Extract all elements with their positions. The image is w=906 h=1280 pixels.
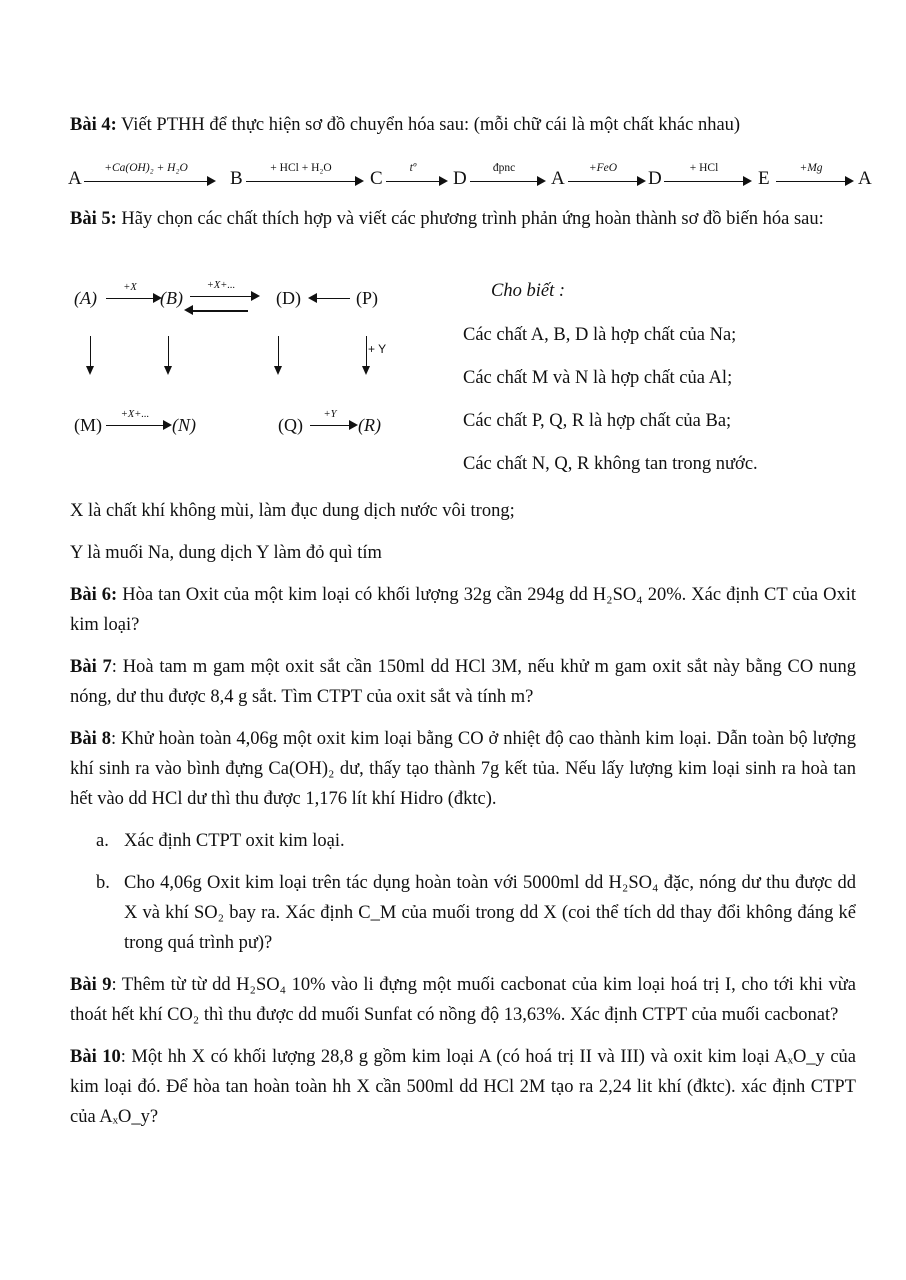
exercise-text: : Khử hoàn toàn 4,06g một oxit kim loại bằng CO ở nhiệt độ cao thành kim loại. Dẫn toàn bộ lượng khí sinh ra vào bình đựng Ca(OH)₂ dư, thấy tạo thành 7g kết tủa. Nếu lấy lượng kim loại sinh ra hoà tan hết vào dd HCl dư thì thu được 1,176 lít khí Hidro (đktc). bbox=[70, 729, 856, 809]
exercise-label: Bài 8 bbox=[70, 729, 111, 749]
chain-arrow bbox=[568, 164, 646, 192]
diagram-arrow-label: +X+... bbox=[206, 280, 236, 291]
reaction-diagram bbox=[68, 280, 468, 450]
diagram-arrow bbox=[106, 409, 172, 435]
diagram-node-d: (D) bbox=[276, 288, 301, 308]
diagram-arrow-label: +Y bbox=[323, 409, 337, 420]
hint-item: Các chất P, Q, R là hợp chất của Ba; bbox=[463, 411, 732, 431]
exercise-text: Viết PTHH để thực hiện sơ đồ chuyển hóa sau: (mỗi chữ cái là một chất khác nhau) bbox=[116, 115, 741, 135]
exercise-9 bbox=[70, 970, 856, 1030]
exercise-6 bbox=[70, 580, 856, 640]
exercise-text: Hòa tan Oxit của một kim loại có khối lượng 32g cần 294g dd H₂SO₄ 20%. Xác định CT của Oxit kim loại? bbox=[70, 585, 857, 635]
hint-title: Cho biết : bbox=[491, 281, 565, 301]
chain-arrow-label: +Ca(OH)₂ + H₂O bbox=[104, 162, 188, 174]
exercise-8 bbox=[70, 724, 856, 814]
diagram-arrow-label: + Y bbox=[368, 342, 387, 356]
note-x: X là chất khí không mùi, làm đục dung dịch nước vôi trong; bbox=[70, 501, 515, 521]
diagram-node-n: (N) bbox=[172, 415, 196, 435]
item-text: Xác định CTPT oxit kim loại. bbox=[124, 831, 345, 851]
hint-item: Các chất A, B, D là hợp chất của Na; bbox=[463, 325, 737, 345]
chain-node: B bbox=[230, 168, 243, 189]
lower-content bbox=[70, 496, 856, 1144]
chain-arrow bbox=[470, 164, 546, 192]
arrow-down-d-q bbox=[278, 336, 279, 366]
arrow-down-b-n bbox=[168, 336, 169, 366]
exercise-label: Bài 5: bbox=[70, 209, 117, 229]
chain-arrow-label: + HCl bbox=[689, 162, 719, 174]
chain-node: D bbox=[648, 168, 662, 189]
arrow-down-b-n-head bbox=[164, 366, 172, 375]
diagram-node-b: (B) bbox=[160, 288, 183, 308]
arrow-down-p-r-head bbox=[362, 366, 370, 375]
exercise-label: Bài 6: bbox=[70, 585, 118, 605]
exercise-label: Bài 4: bbox=[70, 115, 117, 135]
diagram-arrow-reverse bbox=[184, 300, 248, 320]
exercise-label: Bài 7 bbox=[70, 657, 112, 677]
chain-node: A bbox=[68, 168, 82, 189]
exercise-4 bbox=[70, 110, 856, 152]
item-marker: b. bbox=[96, 873, 110, 893]
hint-item: Các chất N, Q, R không tan trong nước. bbox=[463, 454, 758, 474]
chain-arrow bbox=[84, 164, 216, 192]
chain-node: D bbox=[453, 168, 467, 189]
arrow-down-a-m bbox=[90, 336, 91, 366]
chain-arrow-label: đpnc bbox=[492, 162, 516, 174]
chain-node: A bbox=[551, 168, 565, 189]
exercise-8a bbox=[70, 826, 856, 856]
exercise-10 bbox=[70, 1042, 856, 1132]
arrow-down-a-m-head bbox=[86, 366, 94, 375]
note-y: Y là muối Na, dung dịch Y làm đỏ quì tím bbox=[70, 543, 382, 563]
diagram-arrow-label: +X bbox=[123, 282, 137, 293]
exercise-text: : Thêm từ từ dd H₂SO₄ 10% vào li đựng một muối cacbonat của kim loại hoá trị I, cho tới khi vừa thoát hết khí CO₂ thì thu được dd muối Sunfat có nồng độ 13,63%. Xác định CTPT của muối cacbonat? bbox=[70, 975, 856, 1025]
chain-arrow-label: +Mg bbox=[799, 162, 823, 174]
chain-arrow-label: +FeO bbox=[588, 162, 618, 174]
chain-arrow bbox=[776, 164, 854, 192]
chain-node: C bbox=[370, 168, 383, 189]
exercise-text: : Hoà tam m gam một oxit sắt cần 150ml dd HCl 3M, nếu khử m gam oxit sắt này bằng CO nung nóng, dư thu được 8,4 g sắt. Tìm CTPT của oxit sắt và tính m? bbox=[70, 657, 856, 707]
exercise-label: Bài 10 bbox=[70, 1047, 121, 1067]
diagram-node-p: (P) bbox=[356, 288, 378, 308]
conversion-chain bbox=[68, 160, 878, 196]
exercise-text: Hãy chọn các chất thích hợp và viết các phương trình phản ứng hoàn thành sơ đồ biến hóa sau: bbox=[116, 209, 824, 229]
diagram-node-a: (A) bbox=[74, 288, 97, 308]
item-text: Cho 4,06g Oxit kim loại trên tác dụng hoàn toàn với 5000ml dd H₂SO₄ đặc, nóng dư thu được dd X và khí SO₂ bay ra. Xác định C_M của muối trong dd X (coi thể tích dd thay đổi không đáng kể trong quá trình pư)? bbox=[124, 873, 856, 953]
diagram-arrow-reverse bbox=[308, 288, 350, 308]
hint-list bbox=[463, 314, 758, 486]
chain-arrow bbox=[386, 164, 448, 192]
arrow-down-p-r bbox=[366, 336, 367, 366]
diagram-node-q: (Q) bbox=[278, 415, 303, 435]
diagram-arrow bbox=[310, 409, 358, 435]
exercise-5 bbox=[70, 204, 856, 246]
chain-arrow bbox=[664, 164, 752, 192]
diagram-arrow-label: +X+... bbox=[120, 409, 150, 420]
diagram-node-m: (M) bbox=[74, 415, 102, 435]
chain-node: A bbox=[858, 168, 872, 189]
item-marker: a. bbox=[96, 831, 109, 851]
hint-item: Các chất M và N là hợp chất của Al; bbox=[463, 368, 733, 388]
chain-node: E bbox=[758, 168, 770, 189]
exercise-label: Bài 9 bbox=[70, 975, 112, 995]
diagram-node-r: (R) bbox=[358, 415, 381, 435]
exercise-text: : Một hh X có khối lượng 28,8 g gồm kim loại A (có hoá trị II và III) và oxit kim loại AₓO_y của kim loại đó. Để hòa tan hoàn toàn hh X cần 500ml dd HCl 2M tạo ra 2,24 lit khí (đktc). xác định CTPT của AₓO_y? bbox=[70, 1047, 856, 1127]
chain-arrow-label: + HCl + H₂O bbox=[270, 162, 332, 174]
arrow-down-d-q-head bbox=[274, 366, 282, 375]
chain-arrow-label: tº bbox=[409, 162, 417, 174]
chain-arrow bbox=[246, 164, 364, 192]
exercise-7 bbox=[70, 652, 856, 712]
diagram-arrow bbox=[106, 282, 162, 308]
exercise-5-prompt bbox=[70, 204, 856, 234]
exercise-8b bbox=[70, 868, 856, 958]
exercise-4-prompt bbox=[70, 110, 856, 140]
